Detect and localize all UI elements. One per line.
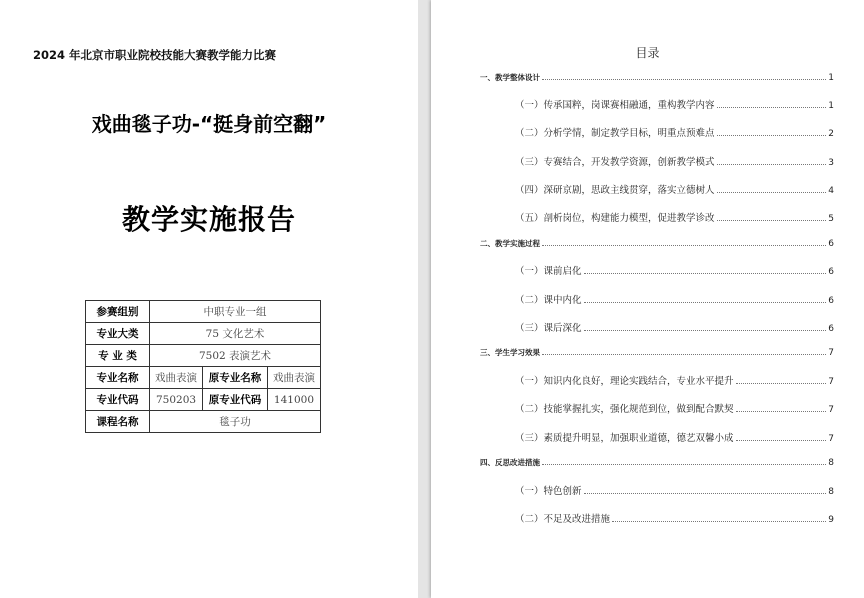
major-code-value: 750203 bbox=[150, 389, 203, 411]
toc-entry-text: （一）传承国粹，岗课赛相融通，重构教学内容 bbox=[515, 100, 715, 111]
table-row bbox=[86, 411, 321, 433]
toc-leader bbox=[542, 354, 826, 355]
page-gutter bbox=[418, 0, 431, 598]
toc-leader bbox=[542, 464, 826, 465]
toc-page-number: 1 bbox=[828, 73, 834, 83]
toc-entry[interactable] bbox=[515, 511, 834, 525]
table-row bbox=[86, 389, 321, 411]
toc-entry-text: 三、学生学习效果 bbox=[480, 348, 540, 357]
toc-leader bbox=[542, 79, 826, 80]
toc-leader bbox=[612, 521, 826, 522]
info-table bbox=[85, 300, 321, 433]
toc-page-number: 8 bbox=[828, 458, 834, 468]
course-label: 课程名称 bbox=[86, 411, 150, 433]
toc-entry-section-4[interactable] bbox=[480, 457, 834, 468]
category-value: 75 文化艺术 bbox=[150, 323, 321, 345]
toc-entry-text: （二）不足及改进措施 bbox=[515, 514, 611, 525]
subcategory-value: 7502 表演艺术 bbox=[150, 345, 321, 367]
toc-page-number: 7 bbox=[828, 434, 834, 444]
toc-leader bbox=[584, 493, 826, 494]
group-value: 中职专业一组 bbox=[150, 301, 321, 323]
toc-entry[interactable] bbox=[515, 483, 834, 497]
course-value: 毯子功 bbox=[150, 411, 321, 433]
toc-entry[interactable] bbox=[515, 292, 834, 306]
orig-major-name-value: 戏曲表演 bbox=[267, 367, 320, 389]
toc-entry-text: （三）专赛结合，开发教学资源，创新教学模式 bbox=[515, 157, 715, 168]
toc-page-number: 1 bbox=[828, 101, 834, 111]
toc-entry[interactable] bbox=[515, 154, 834, 168]
toc-entry[interactable] bbox=[515, 125, 834, 139]
toc-leader bbox=[717, 107, 826, 108]
toc-entry[interactable] bbox=[515, 320, 834, 334]
toc-entry-section-3[interactable] bbox=[480, 347, 834, 358]
toc-entry-section-1[interactable] bbox=[480, 72, 834, 83]
toc-leader bbox=[542, 245, 826, 246]
orig-major-name-label: 原专业名称 bbox=[203, 367, 268, 389]
toc-page-number: 8 bbox=[828, 487, 834, 497]
toc-leader bbox=[736, 440, 826, 441]
toc-entry-text: （三）课后深化 bbox=[515, 323, 582, 334]
toc-page-number: 5 bbox=[828, 214, 834, 224]
toc-entry-text: （二）分析学情，制定教学目标，明重点预难点 bbox=[515, 128, 715, 139]
toc-entry-text: （五）剖析岗位，构建能力模型，促进教学诊改 bbox=[515, 213, 715, 224]
toc-entry-text: （四）深研京剧，思政主线贯穿，落实立德树人 bbox=[515, 185, 715, 196]
toc-page-number: 2 bbox=[828, 129, 834, 139]
table-row bbox=[86, 323, 321, 345]
toc-entry-section-2[interactable] bbox=[480, 238, 834, 249]
subcategory-label: 专 业 类 bbox=[86, 345, 150, 367]
toc-leader bbox=[717, 135, 826, 136]
category-label: 专业大类 bbox=[86, 323, 150, 345]
major-code-label: 专业代码 bbox=[86, 389, 150, 411]
toc-page-number: 3 bbox=[828, 158, 834, 168]
toc-page bbox=[431, 0, 864, 598]
toc-entry[interactable] bbox=[515, 97, 834, 111]
toc-leader bbox=[584, 330, 826, 331]
cover-page bbox=[0, 0, 418, 598]
toc-entry-text: （二）课中内化 bbox=[515, 295, 582, 306]
toc-entry[interactable] bbox=[515, 263, 834, 277]
report-title: 教学实施报告 bbox=[121, 203, 296, 236]
toc-page-number: 6 bbox=[828, 296, 834, 306]
major-name-label: 专业名称 bbox=[86, 367, 150, 389]
table-row bbox=[86, 367, 321, 389]
toc-page-number: 7 bbox=[828, 377, 834, 387]
major-name-value: 戏曲表演 bbox=[150, 367, 203, 389]
toc-page-number: 9 bbox=[828, 515, 834, 525]
toc-entry[interactable] bbox=[515, 430, 834, 444]
toc-entry-text: （一）课前启化 bbox=[515, 266, 582, 277]
toc-page-number: 6 bbox=[828, 324, 834, 334]
toc-page-number: 6 bbox=[828, 239, 834, 249]
toc-entry[interactable] bbox=[515, 182, 834, 196]
toc-entry[interactable] bbox=[515, 401, 834, 415]
toc-entry-text: 一、教学整体设计 bbox=[480, 73, 540, 82]
toc-leader bbox=[736, 383, 826, 384]
toc-leader bbox=[584, 273, 826, 274]
toc-entry[interactable] bbox=[515, 373, 834, 387]
toc-entry-text: 四、反思改进措施 bbox=[480, 458, 540, 467]
course-title: 戏曲毯子功-“挺身前空翻” bbox=[91, 112, 327, 136]
toc-leader bbox=[736, 411, 826, 412]
toc-entry[interactable] bbox=[515, 210, 834, 224]
toc-entry-text: （三）素质提升明显，加强职业道德，德艺双馨小成 bbox=[515, 433, 734, 444]
toc-entry-text: 二、教学实施过程 bbox=[480, 239, 540, 248]
toc-page-number: 7 bbox=[828, 405, 834, 415]
orig-major-code-label: 原专业代码 bbox=[203, 389, 268, 411]
toc-leader bbox=[717, 164, 826, 165]
toc-leader bbox=[584, 302, 826, 303]
toc-page-number: 4 bbox=[828, 186, 834, 196]
toc-entry-text: （二）技能掌握扎实，强化规范到位，做到配合默契 bbox=[515, 404, 734, 415]
group-label: 参赛组别 bbox=[86, 301, 150, 323]
table-row bbox=[86, 345, 321, 367]
toc-page-number: 7 bbox=[828, 348, 834, 358]
toc-entry-text: （一）知识内化良好，理论实践结合，专业水平提升 bbox=[515, 376, 734, 387]
toc-heading: 目录 bbox=[635, 46, 660, 60]
toc-leader bbox=[717, 192, 826, 193]
toc-page-number: 6 bbox=[828, 267, 834, 277]
toc-entry-text: （一）特色创新 bbox=[515, 486, 582, 497]
table-row bbox=[86, 301, 321, 323]
orig-major-code-value: 141000 bbox=[267, 389, 320, 411]
toc-leader bbox=[717, 220, 826, 221]
competition-title: 2024 年北京市职业院校技能大赛教学能力比赛 bbox=[33, 48, 277, 62]
